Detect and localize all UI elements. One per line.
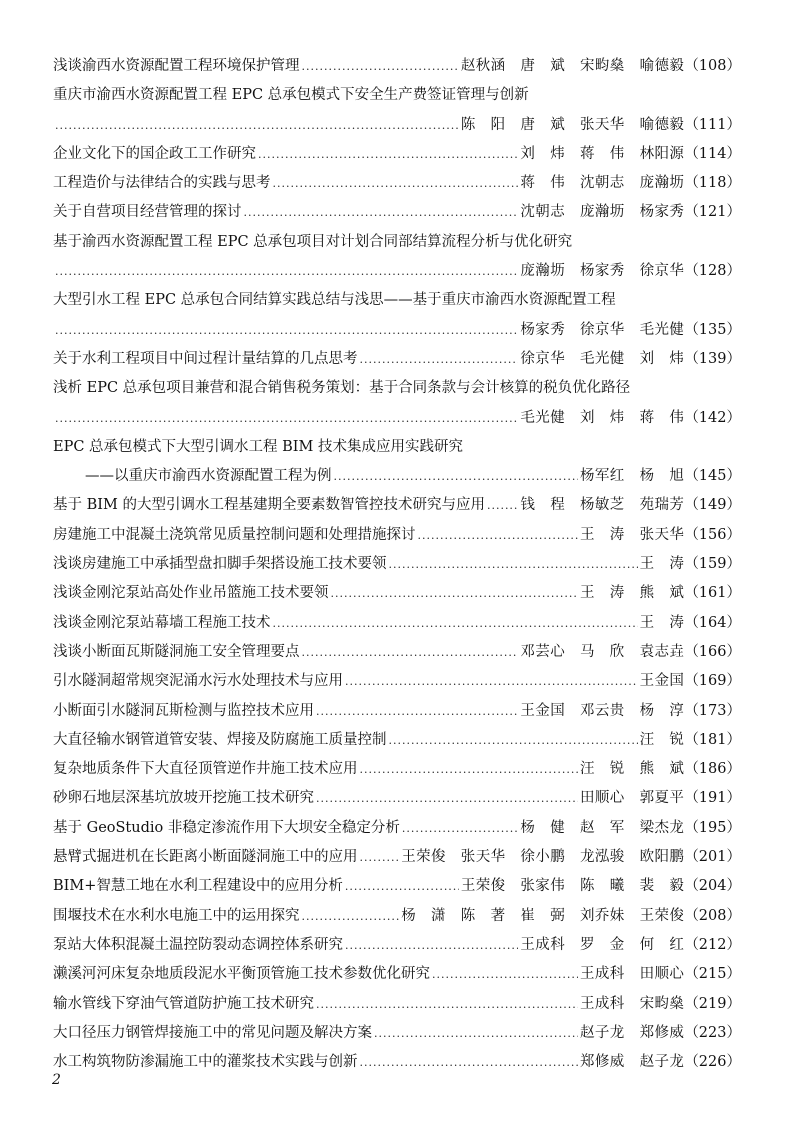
leader-dots [302, 52, 459, 81]
leader-dots [273, 169, 519, 198]
entry-title: 浅谈渝西水资源配置工程环境保护管理 [53, 58, 300, 74]
toc-entry[interactable] [53, 784, 741, 813]
leader-dots [389, 550, 638, 579]
entry-page: （164） [684, 614, 741, 631]
leader-dots [360, 843, 400, 872]
entry-page: （142） [684, 409, 741, 426]
entry-page: （118） [684, 175, 741, 192]
toc-entry[interactable] [53, 990, 741, 1019]
toc-entry[interactable] [53, 814, 741, 843]
leader-dots [334, 462, 579, 491]
toc-entry[interactable] [53, 726, 741, 755]
page-number: 2 [52, 1072, 61, 1088]
entry-title: 基于渝西水资源配置工程 EPC 总承包项目对计划合同部结算流程分析与优化研究 [53, 233, 573, 250]
entry-authors: 汪 锐 [639, 731, 685, 748]
entry-title: 围堰技术在水利水电施工中的运用探究 [53, 907, 300, 924]
leader-dots [345, 667, 638, 696]
entry-authors: 庞瀚坜 杨家秀 徐京华 [520, 263, 685, 280]
entry-title: 大型引水工程 EPC 总承包合同结算实践总结与浅思——基于重庆市渝西水资源配置工程 [53, 292, 616, 309]
entry-authors: 王成科 宋畇燊 [580, 995, 685, 1012]
leader-dots [244, 198, 519, 227]
entry-title: EPC 总承包模式下大型引调水工程 BIM 技术集成应用实践研究 [53, 438, 463, 455]
leader-dots [360, 345, 519, 374]
entry-title: 悬臂式掘进机在长距离小断面隧洞施工中的应用 [53, 849, 358, 866]
entry-title: 关于水利工程项目中间过程计量结算的几点思考 [53, 350, 358, 367]
entry-title: 基于 GeoStudio 非稳定渗流作用下大坝安全稳定分析 [53, 819, 400, 836]
entry-authors: 郑修威 赵子龙 [580, 1054, 685, 1071]
entry-authors: 王荣俊 张天华 徐小鹏 龙泓骏 欧阳鹏 [401, 849, 685, 866]
toc-entry[interactable] [53, 228, 741, 287]
entry-page: （226） [684, 1054, 741, 1071]
entry-title: 小断面引水隧洞瓦斯检测与监控技术应用 [53, 702, 314, 719]
table-of-contents [53, 52, 741, 1077]
toc-entry[interactable] [53, 667, 741, 696]
entry-page: （204） [684, 878, 741, 895]
entry-title: 浅谈小断面瓦斯隧洞施工安全管理要点 [53, 643, 300, 660]
entry-page: （212） [684, 936, 741, 953]
entry-title: 浅谈房建施工中承插型盘扣脚手架搭设施工技术要领 [53, 556, 387, 573]
entry-title: 砂卵石地层深基坑放坡开挖施工技术研究 [53, 790, 314, 807]
entry-authors: 徐京华 毛光健 刘 炜 [520, 350, 685, 367]
entry-title: 输水管线下穿油气管道防护施工技术研究 [53, 995, 314, 1012]
entry-page: （161） [684, 585, 741, 602]
leader-dots [55, 316, 518, 345]
entry-title: 企业文化下的国企政工工作研究 [53, 145, 256, 162]
entry-title: BIM+智慧工地在水利工程建设中的应用分析 [53, 878, 343, 895]
entry-title: 引水隧洞超常规突泥涌水污水处理技术与应用 [53, 673, 343, 690]
entry-authors: 赵秋涵 唐 斌 宋畇燊 喻德毅 [460, 58, 685, 74]
leader-dots [360, 1048, 579, 1077]
entry-title: 关于自营项目经营管理的探讨 [53, 204, 242, 221]
entry-page: （156） [684, 526, 741, 543]
entry-authors: 王金国 邓云贵 杨 淳 [520, 702, 685, 719]
entry-authors: 陈 阳 唐 斌 张天华 喻德毅 [460, 116, 685, 133]
leader-dots [55, 111, 459, 140]
leader-dots [331, 579, 579, 608]
leader-dots [273, 609, 638, 638]
toc-entry[interactable] [53, 638, 741, 667]
entry-page: （186） [684, 761, 741, 778]
entry-title: 复杂地质条件下大直径顶管逆作井施工技术应用 [53, 761, 358, 778]
entry-page: （169） [684, 673, 741, 690]
entry-title: 大直径输水钢管道管安装、焊接及防腐施工质量控制 [53, 731, 387, 748]
leader-dots [418, 521, 579, 550]
toc-entry[interactable] [53, 1048, 741, 1077]
entry-authors: 汪 锐 熊 斌 [580, 761, 685, 778]
toc-entry[interactable] [53, 1019, 741, 1048]
entry-page: （139） [684, 350, 741, 367]
entry-authors: 王金国 [639, 673, 685, 690]
entry-authors: 沈朝志 庞瀚坜 杨家秀 [520, 204, 685, 221]
leader-dots [316, 990, 578, 1019]
leader-dots [302, 902, 400, 931]
leader-dots [432, 960, 578, 989]
entry-title: 房建施工中混凝土浇筑常见质量控制问题和处理措施探讨 [53, 526, 416, 543]
entry-authors: 王荣俊 张家伟 陈 曦 裴 毅 [460, 878, 685, 895]
toc-entry[interactable] [53, 755, 741, 784]
leader-dots [360, 755, 579, 784]
toc-entry[interactable] [53, 931, 741, 960]
entry-page: （215） [684, 966, 741, 983]
entry-page: （173） [684, 702, 741, 719]
toc-entry[interactable] [53, 697, 741, 726]
leader-dots [374, 1019, 578, 1048]
entry-page: （149） [684, 497, 741, 514]
entry-page: （145） [684, 468, 741, 485]
toc-entry[interactable] [53, 286, 741, 345]
entry-page: （111） [684, 116, 741, 133]
leader-dots [55, 257, 518, 286]
leader-dots [402, 814, 519, 843]
toc-entry[interactable] [53, 521, 741, 550]
entry-page: （114） [684, 145, 741, 162]
leader-dots [258, 140, 518, 169]
toc-entry[interactable] [53, 140, 741, 169]
entry-authors: 王 涛 张天华 [580, 526, 685, 543]
entry-authors: 毛光健 刘 炜 蒋 伟 [520, 409, 685, 426]
leader-dots [487, 491, 518, 520]
entry-page: （181） [684, 731, 741, 748]
leader-dots [55, 404, 518, 433]
entry-title: 基于 BIM 的大型引调水工程基建期全要素数智管控技术研究与应用 [53, 497, 485, 514]
leader-dots [389, 726, 638, 755]
entry-authors: 王成科 田顺心 [580, 966, 685, 983]
entry-authors: 杨 潇 陈 著 崔 弼 刘乔妹 王荣俊 [401, 907, 685, 924]
entry-page: （195） [684, 819, 741, 836]
entry-authors: 杨 健 赵 军 梁杰龙 [520, 819, 685, 836]
toc-entry[interactable] [53, 843, 741, 872]
entry-page: （121） [684, 204, 741, 221]
entry-authors: 王 涛 [639, 556, 685, 573]
toc-entry[interactable] [53, 52, 741, 81]
entry-title: 浅谈金刚沱泵站高处作业吊篮施工技术要领 [53, 585, 329, 602]
entry-authors: 蒋 伟 沈朝志 庞瀚坜 [520, 175, 685, 192]
entry-title: 重庆市渝西水资源配置工程 EPC 总承包模式下安全生产费签证管理与创新 [53, 87, 529, 104]
entry-authors: 杨军红 杨 旭 [580, 468, 685, 485]
entry-authors: 钱 程 杨敏芝 苑瑞芳 [520, 497, 685, 514]
toc-entry[interactable] [53, 872, 741, 901]
entry-title: 濑溪河河床复杂地质段泥水平衡顶管施工技术参数优化研究 [53, 966, 430, 983]
toc-entry[interactable] [53, 374, 741, 433]
entry-authors: 田顺心 郭夏平 [580, 790, 685, 807]
leader-dots [345, 931, 518, 960]
toc-entry[interactable] [53, 491, 741, 520]
entry-subtitle: ——以重庆市渝西水资源配置工程为例 [85, 468, 332, 485]
toc-entry[interactable] [53, 550, 741, 579]
entry-authors: 赵子龙 郑修威 [580, 1024, 685, 1041]
leader-dots [345, 872, 459, 901]
toc-entry[interactable] [53, 81, 741, 140]
entry-page: （128） [684, 263, 741, 280]
toc-entry[interactable] [53, 902, 741, 931]
toc-entry[interactable] [53, 198, 741, 227]
entry-authors: 刘 炜 蒋 伟 林阳源 [520, 145, 685, 162]
toc-entry[interactable] [53, 579, 741, 608]
toc-entry[interactable] [53, 960, 741, 989]
entry-page: （208） [684, 907, 741, 924]
entry-title: 大口径压力钢管焊接施工中的常见问题及解决方案 [53, 1024, 372, 1041]
entry-title: 浅谈金刚沱泵站幕墙工程施工技术 [53, 614, 271, 631]
entry-page: （166） [684, 643, 741, 660]
entry-page: （191） [684, 790, 741, 807]
entry-authors: 王成科 罗 金 何 红 [520, 936, 685, 953]
toc-entry[interactable] [53, 609, 741, 638]
entry-title: 工程造价与法律结合的实践与思考 [53, 175, 271, 192]
toc-entry[interactable] [53, 345, 741, 374]
entry-title: 浅析 EPC 总承包项目兼营和混合销售税务策划：基于合同条款与会计核算的税负优化路径 [53, 380, 631, 397]
leader-dots [316, 697, 518, 726]
leader-dots [316, 784, 578, 813]
entry-title: 水工构筑物防渗漏施工中的灌浆技术实践与创新 [53, 1054, 358, 1071]
entry-title: 泵站大体积混凝土温控防裂动态调控体系研究 [53, 936, 343, 953]
entry-page: （108） [684, 58, 741, 74]
entry-page: （219） [684, 995, 741, 1012]
entry-authors: 杨家秀 徐京华 毛光健 [520, 321, 685, 338]
entry-page: （135） [684, 321, 741, 338]
toc-entry[interactable] [53, 433, 741, 492]
entry-authors: 邓芸心 马 欣 袁志垚 [520, 643, 685, 660]
entry-authors: 王 涛 [639, 614, 685, 631]
entry-page: （159） [684, 556, 741, 573]
entry-page: （223） [684, 1024, 741, 1041]
leader-dots [302, 638, 519, 667]
entry-authors: 王 涛 熊 斌 [580, 585, 685, 602]
toc-entry[interactable] [53, 169, 741, 198]
entry-page: （201） [684, 849, 741, 866]
